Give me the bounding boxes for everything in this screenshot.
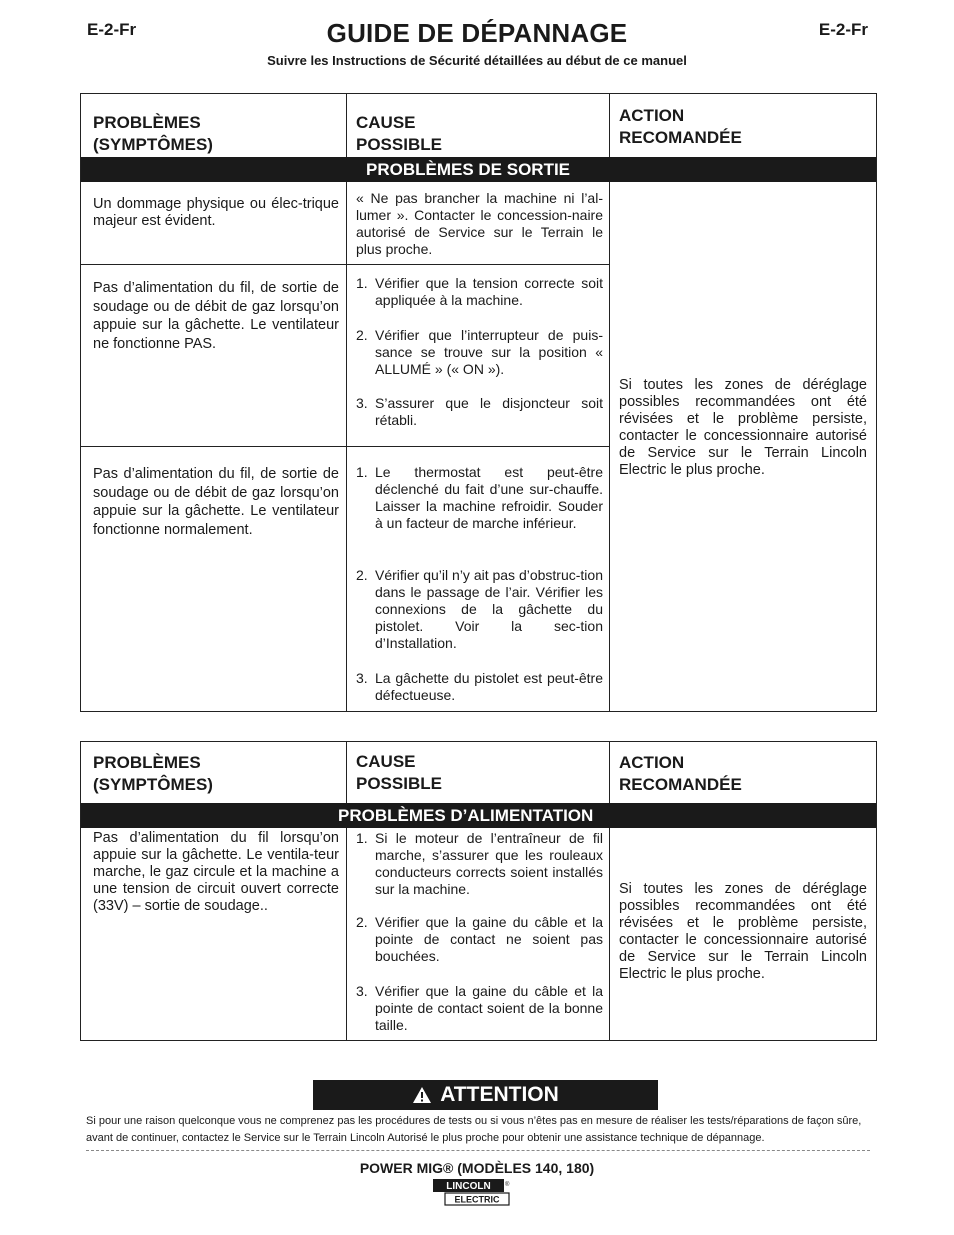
footer-model: POWER MIG® (MODÈLES 140, 180): [359, 1160, 595, 1176]
action-cell: Si toutes les zones de déréglage possibles recommandées ont été révisées et le problème persiste, contacter le concessionnaire autorisé de Service sur le Terrain Lincoln Electric le plus proche.: [619, 377, 867, 478]
attention-label: ATTENTION: [440, 1083, 559, 1106]
attention-text: Si pour une raison quelconque vous ne comprenez pas les procédures de tests ou si vous n’êtes pas en mesure de réaliser les tests/réparations de façon sûre, avant de continuer, contactez le Service sur le Terrain Lincoln Autorisé le plus proche pour obtenir une assistance technique de dépannage.: [86, 1115, 862, 1144]
section-band: PROBLÈMES D’ALIMENTATION: [81, 803, 876, 828]
svg-text:®: ®: [505, 1182, 510, 1188]
cause-item: 2. Vérifier que la gaine du câble et la pointe de contact ne soient pas bouchées.: [356, 914, 603, 964]
header-action: ACTION RECOMANDÉE: [619, 106, 742, 147]
problem-cell: Un dommage physique ou élec-trique majeur est évident.: [93, 196, 339, 229]
section-band: PROBLÈMES DE SORTIE: [81, 157, 876, 182]
troubleshooting-table-feeding: [80, 741, 877, 1041]
cause-cell: « Ne pas brancher la machine ni l’al-lumer ». Contacter le concession-naire autorisé de Service sur le Terrain le plus proche.: [356, 190, 603, 257]
cause-item: 1. Vérifier que la tension correcte soit appliquée à la machine.: [356, 275, 603, 308]
divider: [86, 1150, 870, 1151]
header-action: ACTION RECOMANDÉE: [619, 753, 742, 794]
troubleshooting-table-output: [80, 93, 877, 712]
problem-cell: Pas d’alimentation du fil, de sortie de soudage ou de débit de gaz lorsqu’on appuie sur la gâchette. Le ventilateur ne fonctionne PAS.: [93, 280, 339, 352]
page-code-left: E-2-Fr: [87, 20, 137, 39]
action-cell: Si toutes les zones de déréglage possibles recommandées ont été révisées et le problème persiste, contacter le concessionnaire autorisé de Service sur le Terrain Lincoln Electric le plus proche.: [619, 881, 867, 982]
header-cause: CAUSE POSSIBLE: [356, 752, 442, 793]
svg-text:ELECTRIC: ELECTRIC: [454, 1194, 500, 1205]
attention-banner: [313, 1080, 658, 1110]
cause-item: 1. Le thermostat est peut-être déclenché du fait d’une sur-chauffe. Laisser la machine refroidir. Souder à un facteur de marche inférieur.: [356, 464, 603, 531]
header-problems: PROBLÈMES (SYMPTÔMES): [93, 753, 213, 794]
problem-cell: Pas d’alimentation du fil lorsqu’on appuie sur la gâchette. Le ventila-teur marche, le gaz circule et la machine a une tension de circuit ouvert correcte (33V) – sortie de soudage..: [93, 830, 339, 914]
svg-text:LINCOLN: LINCOLN: [446, 1181, 491, 1192]
header-cause: CAUSE POSSIBLE: [356, 113, 442, 154]
page-code-right: E-2-Fr: [818, 20, 868, 39]
cause-item: 1. Si le moteur de l’entraîneur de fil marche, s’assurer que les rouleaux conducteurs corrects soient installés sur la machine.: [356, 830, 603, 897]
cause-item: 3. La gâchette du pistolet est peut-être défectueuse.: [356, 670, 603, 703]
header-problems: PROBLÈMES (SYMPTÔMES): [93, 113, 213, 154]
lincoln-electric-logo: [433, 1179, 510, 1206]
cause-item: 2. Vérifier que l’interrupteur de puis-sance se trouve sur la position « ALLUMÉ » (« ON »).: [356, 327, 603, 377]
problem-cell: Pas d’alimentation du fil, de sortie de soudage ou de débit de gaz lorsqu’on appuie sur la gâchette. Le ventilateur fonctionne normalement.: [93, 466, 339, 538]
page-title: GUIDE DE DÉPANNAGE: [326, 18, 628, 48]
safety-subtitle: Suivre les Instructions de Sécurité détaillées au début de ce manuel: [267, 53, 687, 68]
cause-item: 3. Vérifier que la gaine du câble et la pointe de contact soient de la bonne taille.: [356, 983, 603, 1033]
cause-item: 3. S’assurer que le disjoncteur soit rétabli.: [356, 395, 603, 428]
cause-item: 2. Vérifier qu’il n’y ait pas d’obstruc-tion dans le passage de l’air. Vérifier les connexions de la gâchette du pistolet. Voir la sec-tion d’Installation.: [356, 567, 603, 651]
warning-triangle-icon: [412, 1086, 432, 1104]
